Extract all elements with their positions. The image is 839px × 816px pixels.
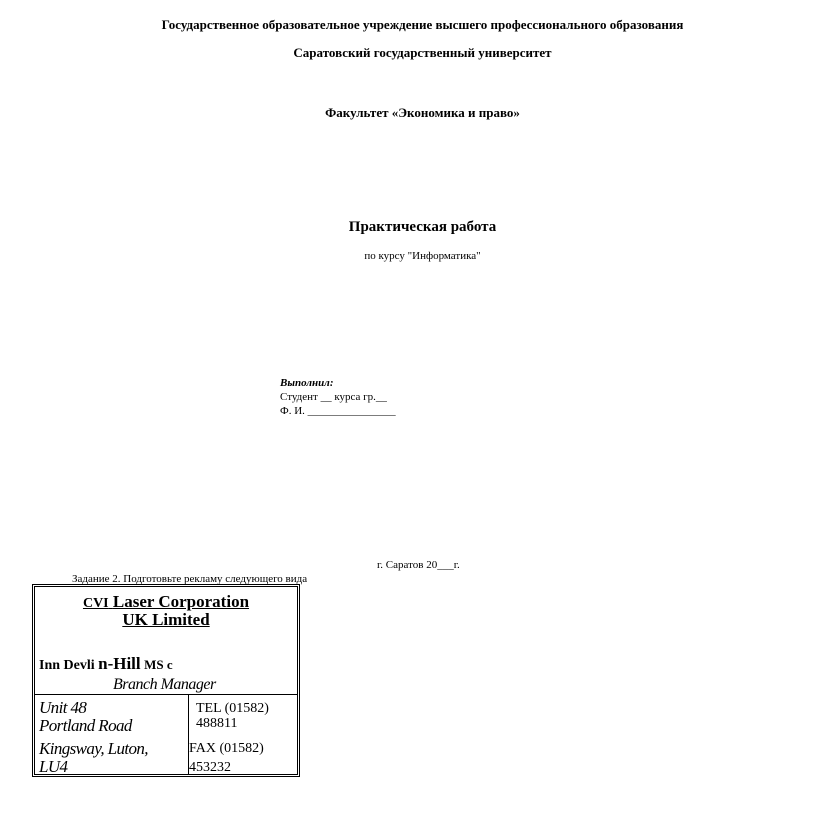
business-card (32, 584, 300, 777)
institution-heading: Государственное образовательное учреждение высшего профессионального образования (161, 17, 684, 32)
company-name-line2: UK Limited (122, 610, 210, 629)
person-name-part3: MS c (144, 657, 173, 672)
person-name-part2: n-Hill (98, 654, 141, 673)
person-name (39, 654, 173, 674)
address-unit: Unit 48 (39, 698, 87, 717)
performed-by-label: Выполнил: (280, 377, 334, 389)
card-top-section (35, 587, 297, 695)
city-year: г. Саратов 20___г. (377, 559, 460, 571)
university-heading: Саратовский государственный университет (293, 45, 552, 60)
company-prefix: CVI (82, 596, 109, 611)
work-title: Практическая работа (348, 219, 497, 235)
student-line: Студент __ курса гр.__ (280, 391, 387, 403)
address-area: Kingsway, Luton, (39, 739, 148, 758)
fax-number: 453232 (189, 760, 231, 775)
faculty-heading: Факультет «Экономика и право» (325, 105, 520, 120)
address-road: Portland Road (39, 716, 132, 735)
fax-label: FAX (01582) (189, 741, 264, 756)
company-main: Laser Corporation (112, 592, 250, 611)
person-name-part1: Inn Devli (39, 658, 95, 673)
tel-number: 488811 (196, 716, 238, 731)
task-text: Задание 2. Подготовьте рекламу следующего вида (72, 573, 308, 585)
person-position: Branch Manager (113, 676, 216, 693)
tel-label: TEL (01582) (196, 701, 269, 716)
course-subtitle: по курсу "Информатика" (364, 250, 481, 262)
address-postcode: LU4 (39, 757, 68, 776)
name-line: Ф. И. ________________ (280, 405, 396, 417)
business-card-inner (34, 586, 298, 775)
